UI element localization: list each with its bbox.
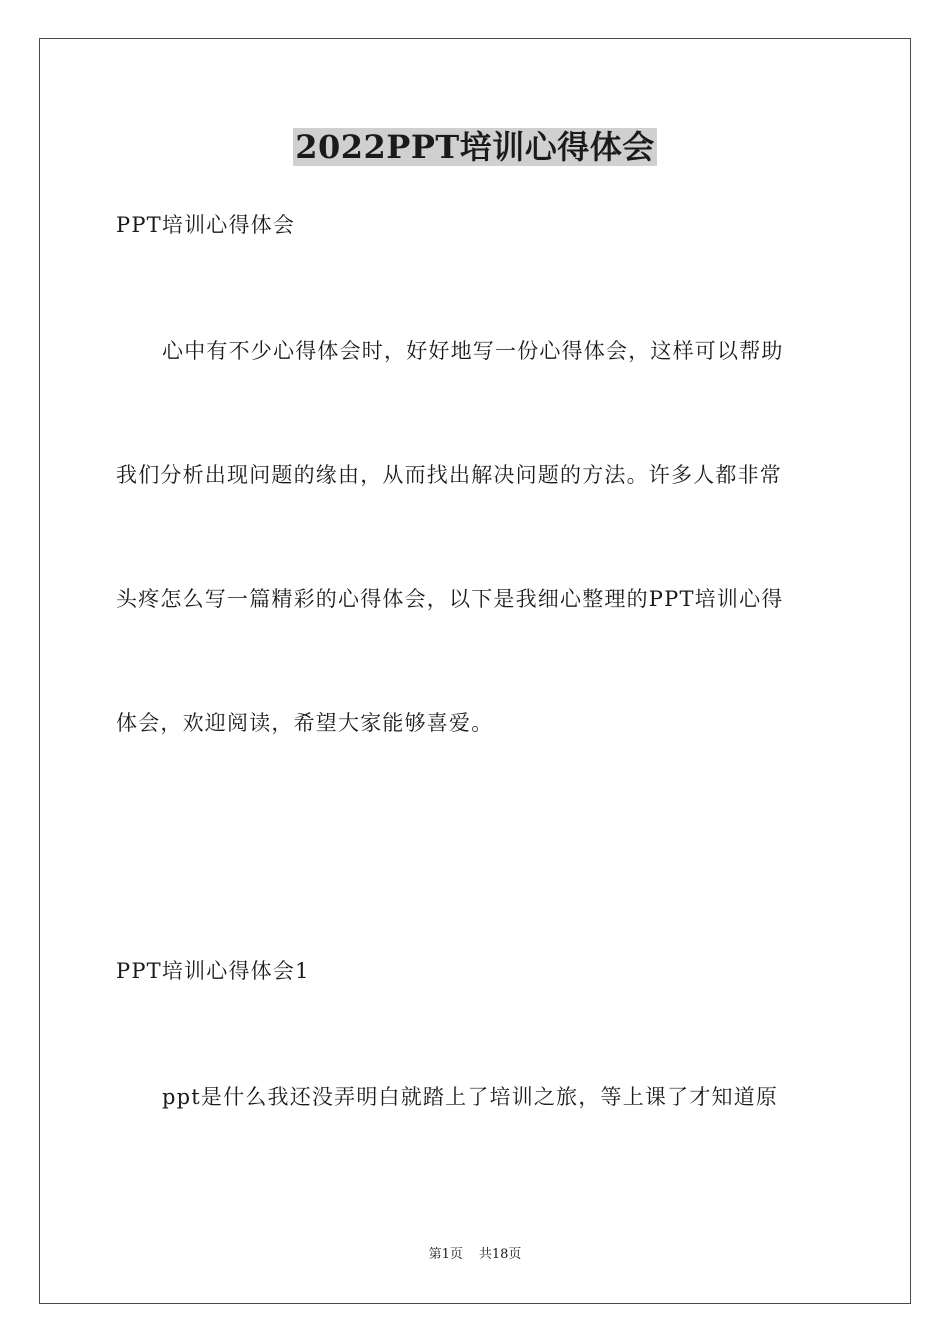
- intro-line-3: 头疼怎么写一篇精彩的心得体会，以下是我细心整理的PPT培训心得: [116, 587, 784, 611]
- page-number: 第1页: [428, 1247, 463, 1262]
- section-1-line-1: ppt是什么我还没弄明白就踏上了培训之旅，等上课了才知道原: [162, 1085, 779, 1109]
- intro-line-2: 我们分析出现问题的缘由，从而找出解决问题的方法。许多人都非常: [116, 463, 782, 487]
- page-footer: [0, 1246, 950, 1264]
- page-total: 共18页: [478, 1247, 522, 1262]
- document-title: [0, 126, 950, 168]
- document-subtitle: PPT培训心得体会: [116, 213, 296, 237]
- document-title-text: 2022PPT培训心得体会: [295, 128, 655, 166]
- intro-line-1: 心中有不少心得体会时，好好地写一份心得体会，这样可以帮助: [162, 339, 784, 363]
- section-1-heading: PPT培训心得体会1: [116, 959, 310, 983]
- intro-line-4: 体会，欢迎阅读，希望大家能够喜爱。: [116, 711, 494, 735]
